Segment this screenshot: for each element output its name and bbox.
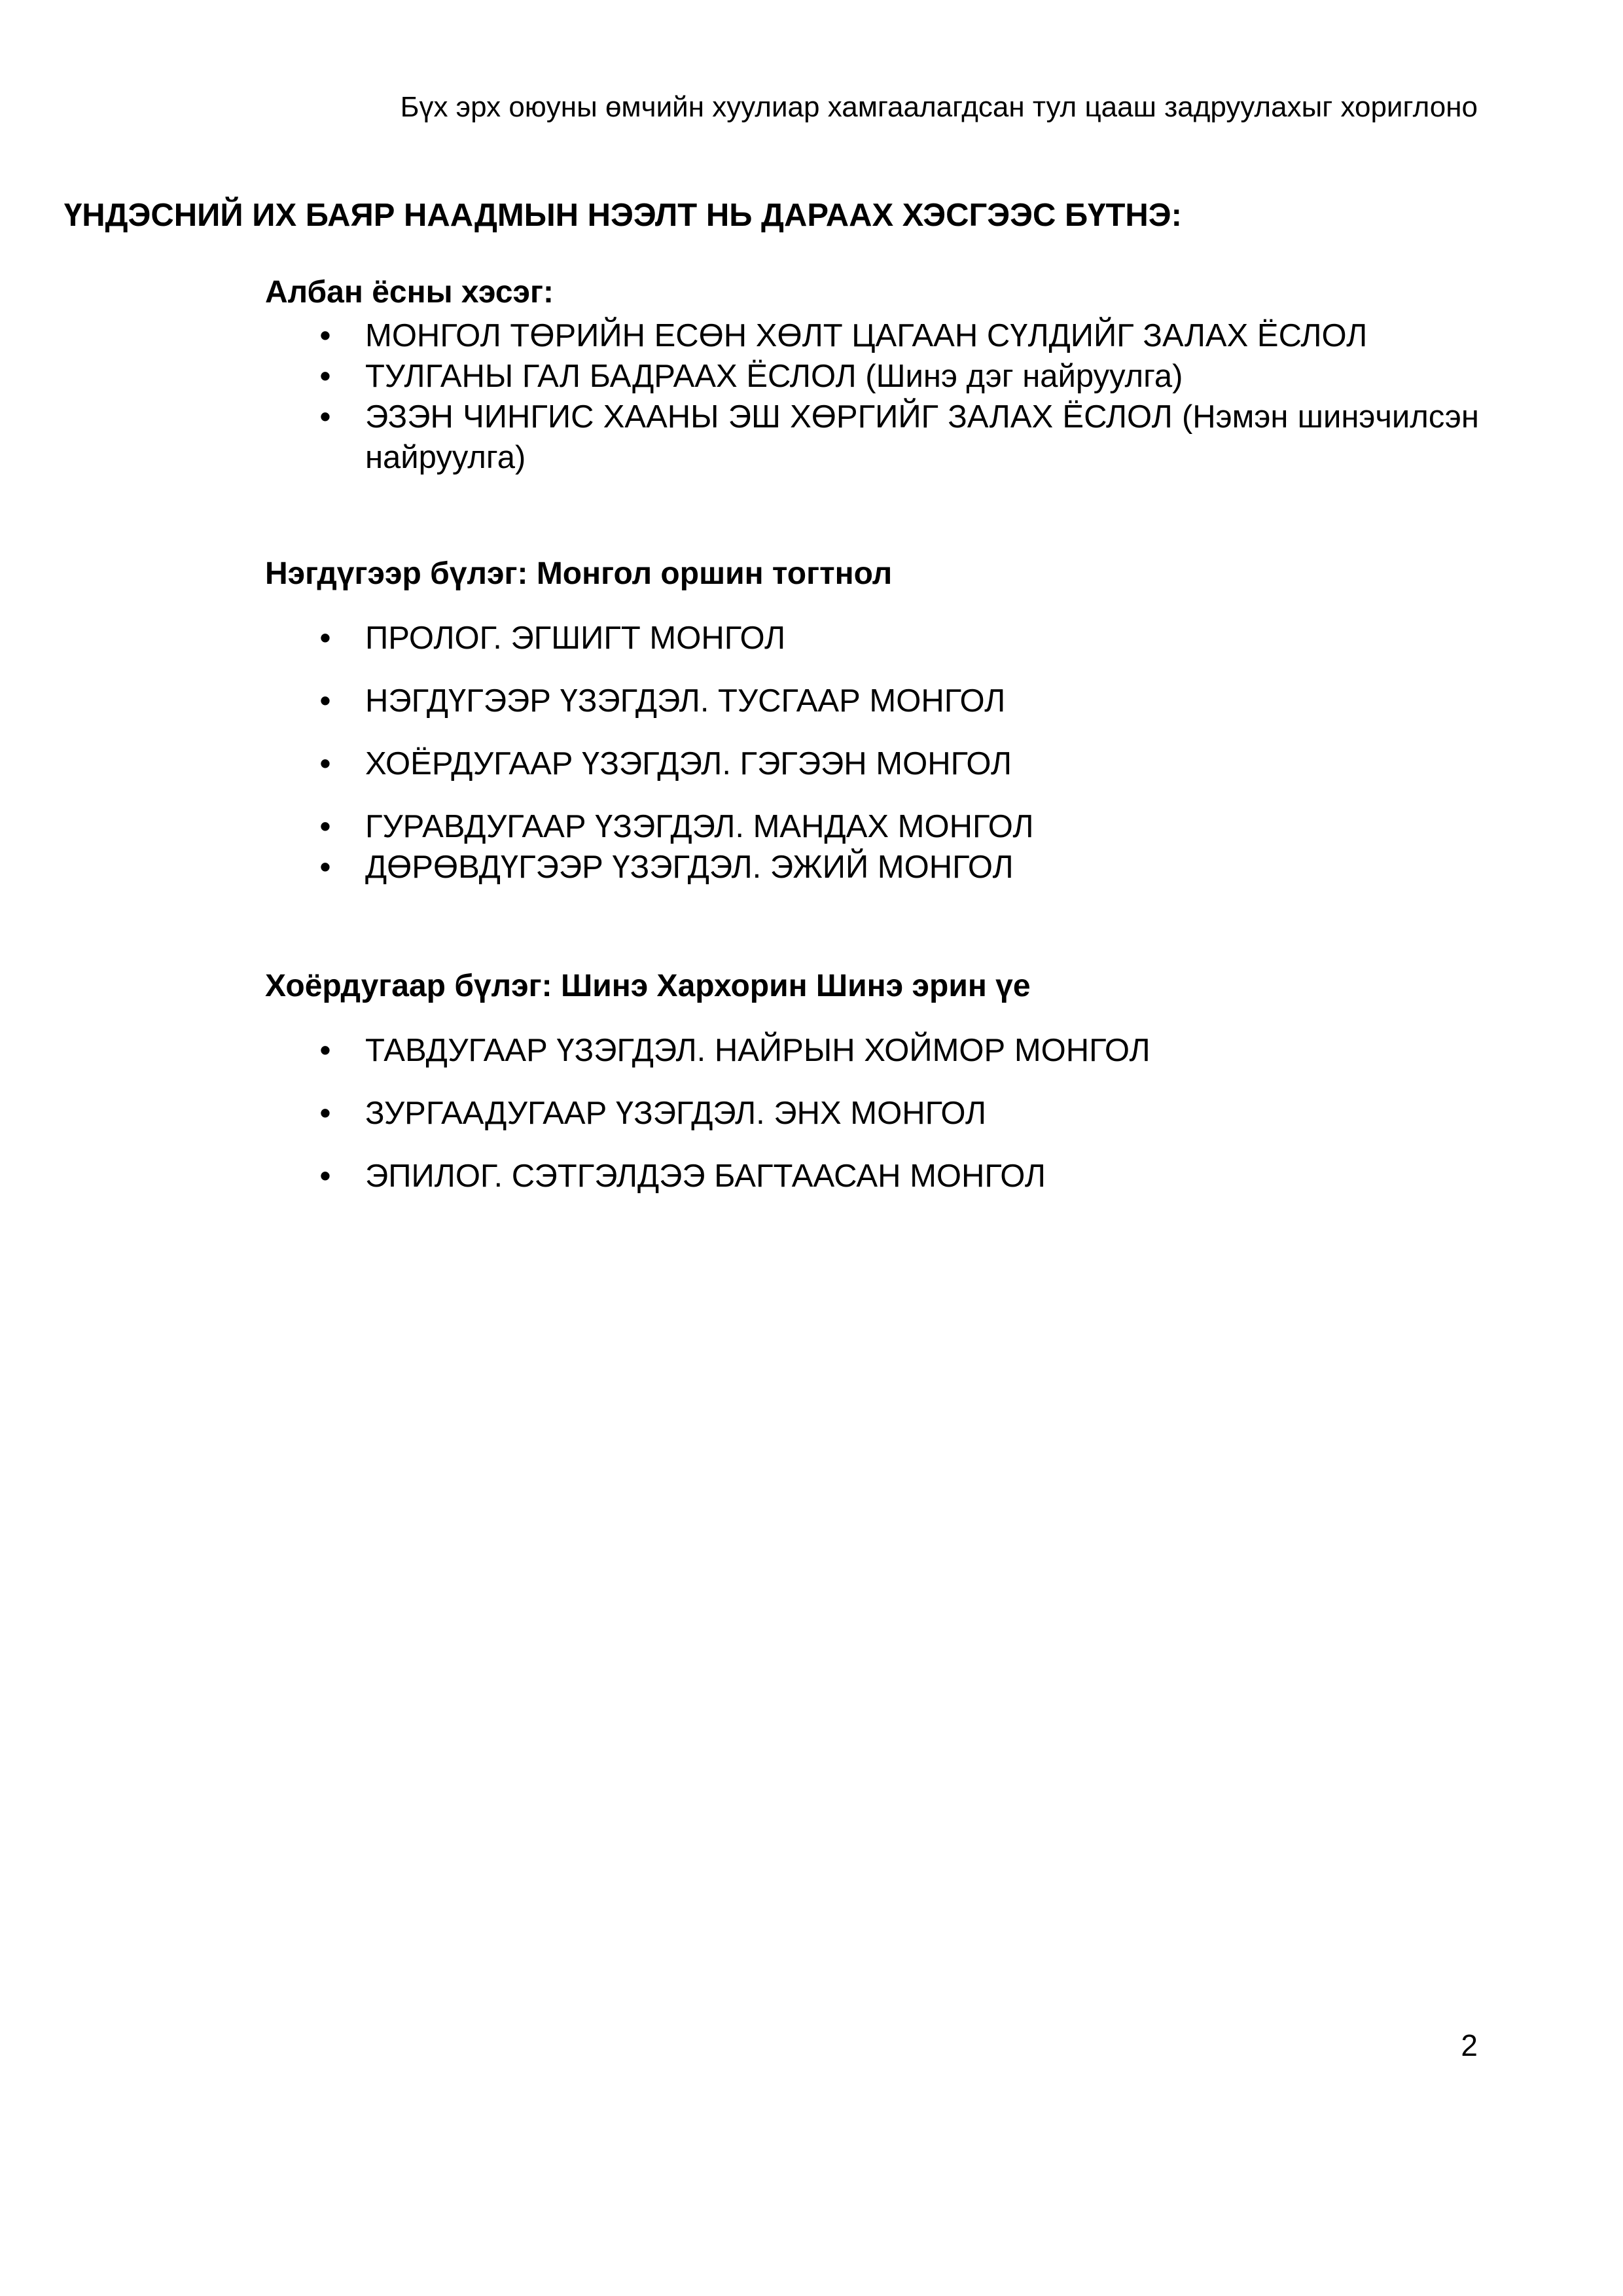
section-chapter-two	[265, 967, 1479, 1219]
list-item	[265, 744, 1479, 784]
section-title: Албан ёсны хэсэг:	[265, 275, 554, 310]
bullet-icon: •	[319, 1158, 331, 1194]
bullet-icon: •	[319, 683, 331, 719]
list-item-text: ЭЗЭН ЧИНГИС ХААНЫ ЭШ ХӨРГИЙГ ЗАЛАХ ЁСЛОЛ (Нэмэн шинэчилсэн найруулга)	[365, 399, 1479, 475]
list-item	[265, 1030, 1479, 1071]
list-item	[265, 356, 1479, 397]
list-item-text: ЭПИЛОГ. СЭТГЭЛДЭЭ БАГТААСАН МОНГОЛ	[365, 1158, 1046, 1194]
list-item	[265, 618, 1479, 658]
list-item-text: НЭГДҮГЭЭР ҮЗЭГДЭЛ. ТУСГААР МОНГОЛ	[365, 683, 1006, 719]
bullet-icon: •	[319, 317, 331, 353]
list-item-text: ХОЁРДУГААР ҮЗЭГДЭЛ. ГЭГЭЭН МОНГОЛ	[365, 745, 1012, 781]
page-number: 2	[1461, 2028, 1478, 2062]
section-title: Нэгдүгээр бүлэг: Монгол оршин тогтнол	[265, 556, 893, 591]
bullet-icon: •	[319, 745, 331, 781]
section-title: Хоёрдугаар бүлэг: Шинэ Хархорин Шинэ эрин үе	[265, 969, 1031, 1003]
copyright-header-note: Бүх эрх оюуны өмчийн хуулиар хамгаалагдсан тул цааш задруулахыг хориглоно	[400, 91, 1478, 123]
list-item-text: МОНГОЛ ТӨРИЙН ЕСӨН ХӨЛТ ЦАГААН СҮЛДИЙГ ЗАЛАХ ЁСЛОЛ	[365, 317, 1368, 353]
bullet-icon: •	[319, 358, 331, 394]
main-title: ҮНДЭСНИЙ ИХ БАЯР НААДМЫН НЭЭЛТ НЬ ДАРААХ ХЭСГЭЭС БҮТНЭ:	[64, 198, 1182, 233]
bullet-list	[265, 315, 1479, 478]
list-item	[265, 1093, 1479, 1134]
bullet-icon: •	[319, 620, 331, 656]
bullet-icon: •	[319, 1032, 331, 1068]
bullet-list	[265, 618, 1479, 888]
list-item-text: ДӨРӨВДҮГЭЭР ҮЗЭГДЭЛ. ЭЖИЙ МОНГОЛ	[365, 849, 1014, 885]
bullet-icon: •	[319, 849, 331, 885]
bullet-list	[265, 1030, 1479, 1196]
section-chapter-one	[265, 555, 1479, 910]
section-official	[265, 274, 1479, 478]
list-item	[265, 806, 1479, 847]
list-item-text: ЗУРГААДУГААР ҮЗЭГДЭЛ. ЭНХ МОНГОЛ	[365, 1095, 987, 1131]
list-item	[265, 847, 1479, 888]
list-item-text: ТУЛГАНЫ ГАЛ БАДРААХ ЁСЛОЛ (Шинэ дэг найруулга)	[365, 358, 1183, 394]
bullet-icon: •	[319, 399, 331, 435]
list-item-text: ПРОЛОГ. ЭГШИГТ МОНГОЛ	[365, 620, 786, 656]
list-item	[265, 681, 1479, 721]
list-item-text: ГУРАВДУГААР ҮЗЭГДЭЛ. МАНДАХ МОНГОЛ	[365, 808, 1034, 844]
list-item	[265, 315, 1479, 356]
list-item-text: ТАВДУГААР ҮЗЭГДЭЛ. НАЙРЫН ХОЙМОР МОНГОЛ	[365, 1032, 1150, 1068]
bullet-icon: •	[319, 808, 331, 844]
list-item	[265, 397, 1479, 478]
list-item	[265, 1156, 1479, 1196]
bullet-icon: •	[319, 1095, 331, 1131]
